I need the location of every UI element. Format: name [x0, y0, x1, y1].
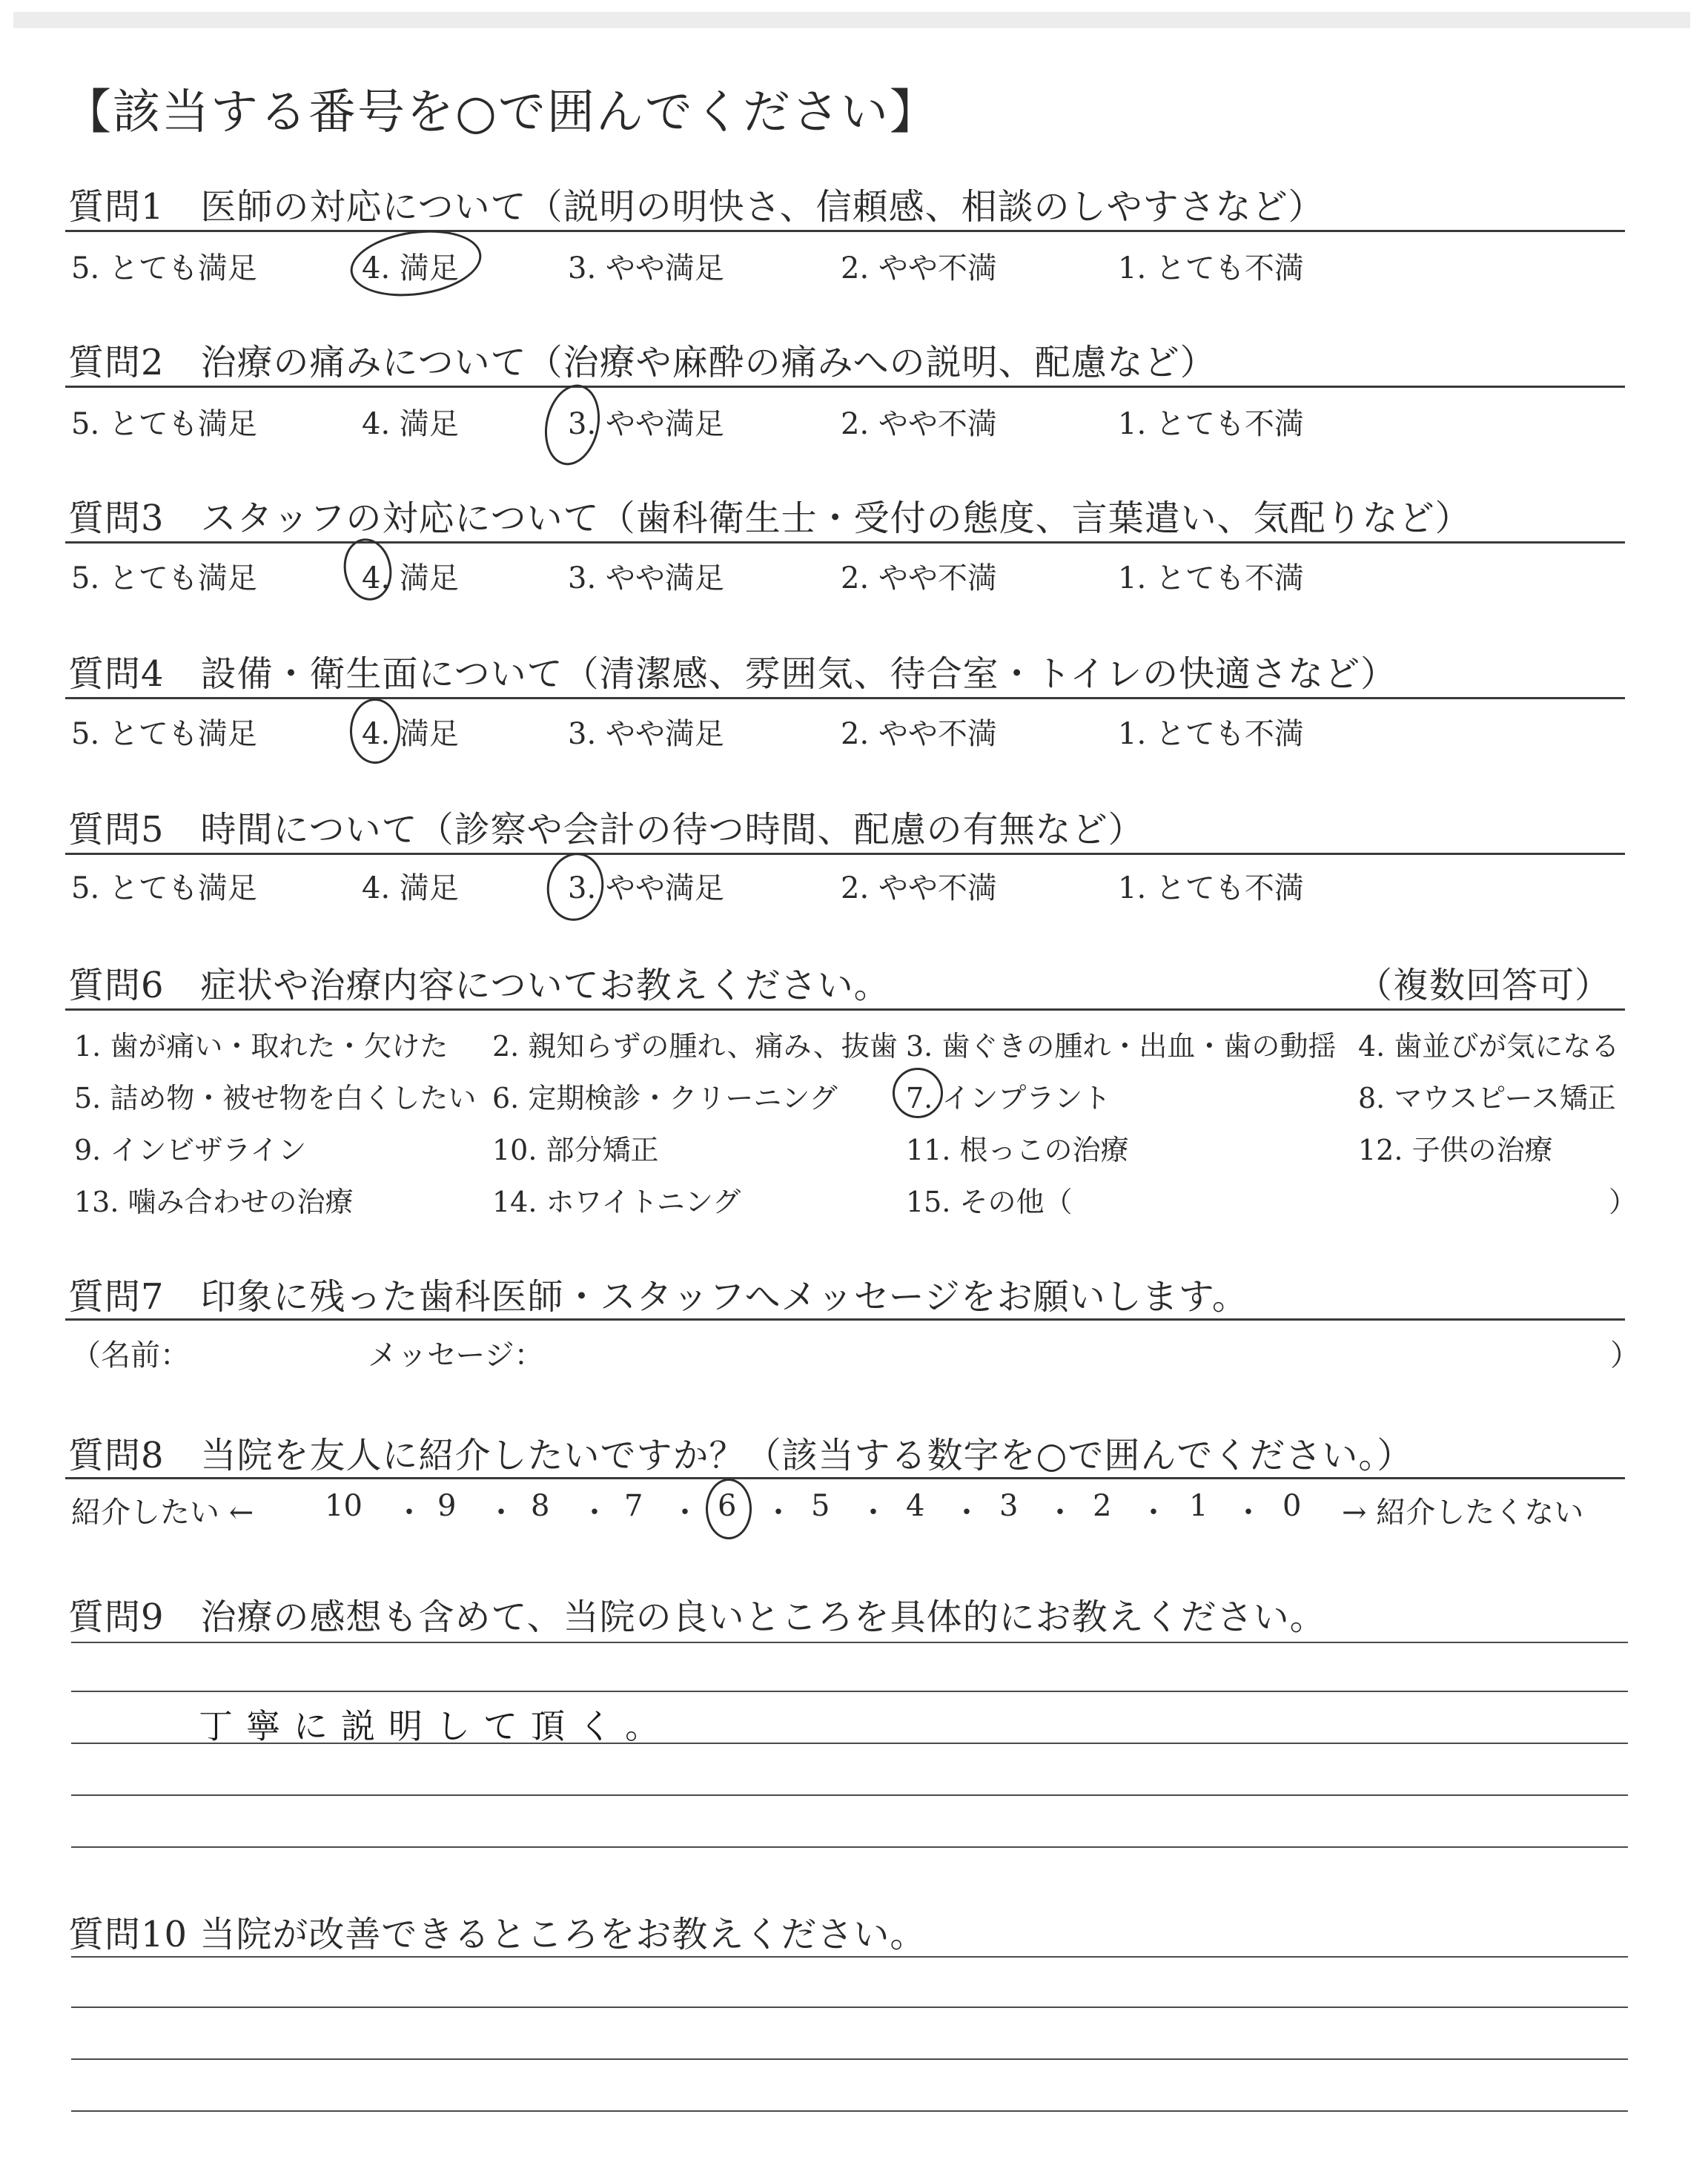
q5-option-5[interactable]: 5. とても満足	[71, 871, 257, 905]
scale-separator: ・	[764, 1496, 793, 1530]
question-10-title: 質問10 当院が改善できるところをお教えください。	[68, 1914, 927, 1955]
q6-item-5[interactable]: 5. 詰め物・被せ物を白くしたい	[74, 1082, 477, 1114]
q4-option-2[interactable]: 2. やや不満	[841, 717, 997, 751]
q5-option-1[interactable]: 1. とても不満	[1118, 871, 1304, 905]
scale-1[interactable]: 1	[1189, 1489, 1208, 1523]
answer-line	[71, 2110, 1628, 2112]
scale-separator: ・	[1045, 1496, 1075, 1530]
q6-item-13[interactable]: 13. 噛み合わせの治療	[74, 1186, 354, 1218]
q1-option-1[interactable]: 1. とても不満	[1118, 251, 1304, 285]
q1-option-4[interactable]: 4. 満足	[362, 251, 459, 285]
q6-item-3[interactable]: 3. 歯ぐきの腫れ・出血・歯の動揺	[906, 1030, 1337, 1063]
q2-option-2[interactable]: 2. やや不満	[841, 407, 997, 441]
scale-separator: ・	[580, 1496, 609, 1530]
scale-separator: ・	[858, 1496, 888, 1530]
message-close-paren: ）	[1610, 1338, 1640, 1373]
divider	[65, 541, 1625, 544]
divider	[65, 386, 1625, 388]
scale-0[interactable]: 0	[1282, 1489, 1302, 1523]
scale-separator: ・	[952, 1496, 982, 1530]
scan-top-edge	[13, 12, 1690, 28]
q4-option-3[interactable]: 3. やや満足	[568, 717, 724, 751]
scale-2[interactable]: 2	[1093, 1489, 1112, 1523]
divider	[65, 1477, 1625, 1479]
question-5-title: 質問5 時間について（診察や会計の待つ時間、配慮の有無など）	[68, 809, 1145, 851]
q6-item-8[interactable]: 8. マウスピース矯正	[1358, 1082, 1616, 1114]
message-label: メッセージ：	[368, 1338, 544, 1373]
q5-option-2[interactable]: 2. やや不満	[841, 871, 997, 905]
scale-separator: ・	[486, 1496, 516, 1530]
q6-item-7[interactable]: 7. インプラント	[906, 1082, 1111, 1114]
scale-7[interactable]: 7	[624, 1489, 643, 1523]
scale-6[interactable]: 6	[718, 1489, 737, 1523]
q6-item-10[interactable]: 10. 部分矯正	[492, 1134, 659, 1166]
name-label: （名前：	[71, 1338, 190, 1373]
q3-option-3[interactable]: 3. やや満足	[568, 561, 724, 595]
question-6-title: 質問6 症状や治療内容についてお教えください。	[68, 965, 890, 1006]
q1-option-2[interactable]: 2. やや不満	[841, 251, 997, 285]
q6-item-4[interactable]: 4. 歯並びが気になる	[1358, 1030, 1620, 1063]
q4-option-5[interactable]: 5. とても満足	[71, 717, 257, 751]
scale-4[interactable]: 4	[906, 1489, 925, 1523]
q5-option-3[interactable]: 3. やや満足	[568, 871, 724, 905]
q3-option-5[interactable]: 5. とても満足	[71, 561, 257, 595]
question-2-title: 質問2 治療の痛みについて（治療や麻酔の痛みへの説明、配慮など）	[68, 342, 1217, 383]
scale-separator: ・	[394, 1496, 424, 1530]
answer-line	[71, 2007, 1628, 2008]
selected-answer-circle	[706, 1479, 752, 1539]
scale-8[interactable]: 8	[531, 1489, 550, 1523]
q4-option-4[interactable]: 4. 満足	[362, 717, 459, 751]
q6-item-14[interactable]: 14. ホワイトニング	[492, 1186, 741, 1218]
divider	[65, 1318, 1625, 1321]
question-7-title: 質問7 印象に残った歯科医師・スタッフへメッセージをお願いします。	[68, 1276, 1248, 1318]
answer-line	[71, 1846, 1628, 1848]
form-instruction-header: 【該当する番号を○で囲んでください】	[64, 85, 939, 140]
divider	[65, 230, 1625, 232]
scale-separator: ・	[670, 1496, 700, 1530]
q1-option-3[interactable]: 3. やや満足	[568, 251, 724, 285]
divider	[65, 697, 1625, 699]
q6-item-12[interactable]: 12. 子供の治療	[1358, 1134, 1553, 1166]
question-4-title: 質問4 設備・衛生面について（清潔感、雰囲気、待合室・トイレの快適さなど）	[68, 653, 1397, 695]
q6-item-15[interactable]: 15. その他（	[906, 1186, 1073, 1218]
answer-line	[71, 1642, 1628, 1643]
answer-line	[71, 1691, 1628, 1692]
question-9-title: 質問9 治療の感想も含めて、当院の良いところを具体的にお教えください。	[68, 1596, 1326, 1638]
q6-item-6[interactable]: 6. 定期検診・クリーニング	[492, 1082, 838, 1114]
q6-item-11[interactable]: 11. 根っこの治療	[906, 1134, 1129, 1166]
scale-5[interactable]: 5	[811, 1489, 830, 1523]
divider	[65, 1008, 1625, 1011]
q2-option-3[interactable]: 3. やや満足	[568, 407, 724, 441]
q3-option-1[interactable]: 1. とても不満	[1118, 561, 1304, 595]
q6-item-9[interactable]: 9. インビザライン	[74, 1134, 307, 1166]
selected-answer-circle	[350, 698, 400, 764]
q2-option-1[interactable]: 1. とても不満	[1118, 407, 1304, 441]
q4-option-1[interactable]: 1. とても不満	[1118, 717, 1304, 751]
q6-item-1[interactable]: 1. 歯が痛い・取れた・欠けた	[74, 1030, 448, 1063]
divider	[65, 853, 1625, 855]
answer-line	[71, 1794, 1628, 1796]
selected-answer-circle	[537, 380, 606, 471]
scale-separator: ・	[1234, 1496, 1263, 1530]
question-8-title: 質問8 当院を友人に紹介したいですか？（該当する数字を○で囲んでください。）	[68, 1435, 1414, 1476]
question-3-title: 質問3 スタッフの対応について（歯科衛生士・受付の態度、言葉遣い、気配りなど）	[68, 498, 1472, 539]
q3-option-4[interactable]: 4. 満足	[362, 561, 459, 595]
multiple-answer-note: （複数回答可）	[1357, 965, 1612, 1006]
question-1-title: 質問1 医師の対応について（説明の明快さ、信頼感、相談のしやすさなど）	[68, 186, 1325, 228]
scale-separator: ・	[1139, 1496, 1168, 1530]
not-recommend-label: → 紹介したくない	[1342, 1496, 1584, 1530]
selected-answer-circle	[542, 848, 609, 925]
q2-option-4[interactable]: 4. 満足	[362, 407, 459, 441]
q3-option-2[interactable]: 2. やや不満	[841, 561, 997, 595]
answer-line	[71, 1956, 1628, 1958]
q5-option-4[interactable]: 4. 満足	[362, 871, 459, 905]
q2-option-5[interactable]: 5. とても満足	[71, 407, 257, 441]
q6-item-2[interactable]: 2. 親知らずの腫れ、痛み、抜歯	[492, 1030, 898, 1063]
answer-line	[71, 2058, 1628, 2060]
selected-answer-circle	[893, 1068, 943, 1118]
scale-3[interactable]: 3	[999, 1489, 1019, 1523]
q1-option-5[interactable]: 5. とても満足	[71, 251, 257, 285]
other-close-paren: ）	[1609, 1186, 1638, 1218]
selected-answer-circle	[346, 222, 486, 304]
recommend-label: 紹介したい ←	[71, 1496, 254, 1530]
scale-10[interactable]: 10	[325, 1489, 363, 1523]
handwritten-answer: 丁寧に説明して頂く。	[199, 1706, 673, 1746]
scale-9[interactable]: 9	[437, 1489, 457, 1523]
